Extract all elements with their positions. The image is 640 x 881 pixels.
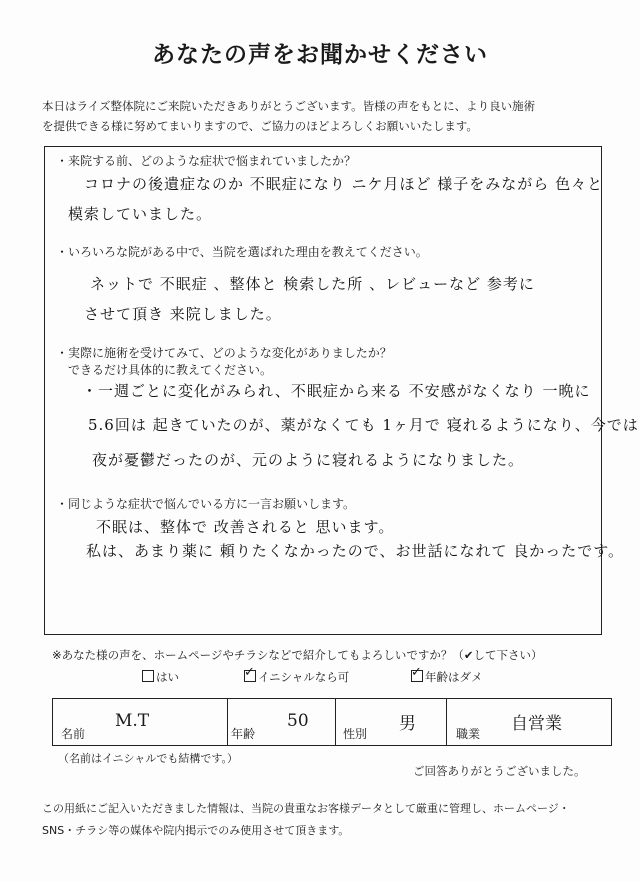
intro-line-1: 本日はライズ整体院にご来院いただきありがとうございます。皆様の声をもとに、より良い施術 xyxy=(42,99,536,113)
answer-2-line-1: ネットで 不眠症 、整体と 検索した所 、レビューなど 参考に xyxy=(90,275,535,293)
answer-3-line-1: ・一週ごとに変化がみられ、不眠症から来る 不安感がなくなり 一晩に xyxy=(82,382,591,400)
answer-3-line-3: 夜が憂鬱だったのが、元のように寝れるようになりました。 xyxy=(92,451,525,469)
checkbox-initials-ok[interactable] xyxy=(244,665,256,682)
respondent-info-box xyxy=(52,698,612,746)
option-no-age-label: 年齢はダメ xyxy=(425,670,483,684)
checkbox-yes[interactable] xyxy=(142,670,154,682)
question-1: ・来院する前、どのような症状で悩まれていましたか？ xyxy=(56,154,357,168)
question-3-line-1: ・実際に施術を受けてみて、どのような変化がありましたか？ xyxy=(56,346,392,360)
age-value[interactable]: 50 xyxy=(287,711,309,731)
consent-question: ※あなた様の声を、ホームページやチラシなどで紹介してもよろしいですか？（✔して下さい） xyxy=(52,648,543,662)
footer-line-2: SNS・チラシ等の媒体や院内掲示でのみ使用させて頂きます。 xyxy=(42,824,350,837)
answer-1-line-1: コロナの後遺症なのか 不眠症になり ニケ月ほど 様子をみながら 色々と xyxy=(84,175,604,193)
intro-line-2: を提供できる様に努めてまいりますので、ご協力のほどよろしくお願いいたします。 xyxy=(42,119,478,133)
gender-label: 性別 xyxy=(343,727,368,741)
checkmark-icon: ✓ xyxy=(244,665,255,680)
footer-line-1: この用紙にご記入いただきました情報は、当院の貴重なお客様データとして厳重に管理し、ホームページ・ xyxy=(42,802,570,815)
option-yes[interactable] xyxy=(142,669,179,685)
page-title: あなたの声をお聞かせください xyxy=(152,42,488,68)
divider xyxy=(446,699,447,745)
answer-4-line-2: 私は、あまり薬に 頼りたくなかったので、お世話になれて 良かったです。 xyxy=(86,542,625,560)
age-label: 年齢 xyxy=(231,727,256,741)
option-no-age[interactable] xyxy=(411,665,483,685)
checkbox-no-age[interactable] xyxy=(411,665,423,682)
option-initials-label: イニシャルなら可 xyxy=(258,670,350,684)
answer-1-line-2: 模索していました。 xyxy=(68,205,213,223)
checkmark-icon: ✓ xyxy=(411,665,422,680)
question-3-line-2: できるだけ具体的に教えてください。 xyxy=(68,363,273,377)
question-3 xyxy=(56,345,392,379)
answer-4-line-1: 不眠は、整体で 改善されると 思います。 xyxy=(96,518,395,536)
question-2: ・いろいろな院がある中で、当院を選ばれた理由を教えてください。 xyxy=(56,245,428,259)
gender-value[interactable]: 男 xyxy=(399,714,416,734)
answer-3-line-2: 5.6回は 起きていたのが、薬がなくても 1ヶ月で 寝れるようになり、今では xyxy=(88,416,639,434)
name-label: 名前 xyxy=(61,727,86,741)
intro-text xyxy=(42,96,602,136)
thanks-text: ご回答ありがとうございました。 xyxy=(413,764,586,778)
name-note: （名前はイニシャルでも結構です。） xyxy=(58,752,238,765)
job-label: 職業 xyxy=(456,727,481,741)
answer-2-line-2: させて頂き 来院しました。 xyxy=(84,305,282,323)
divider xyxy=(335,699,336,745)
option-yes-label: はい xyxy=(156,670,179,684)
question-4: ・同じような症状で悩んでいる方に一言お願いします。 xyxy=(56,497,356,511)
option-initials-ok[interactable] xyxy=(244,665,350,685)
name-value[interactable]: M.T xyxy=(115,711,150,731)
divider xyxy=(227,699,228,745)
privacy-footer xyxy=(42,798,612,842)
job-value[interactable]: 自営業 xyxy=(511,714,562,734)
